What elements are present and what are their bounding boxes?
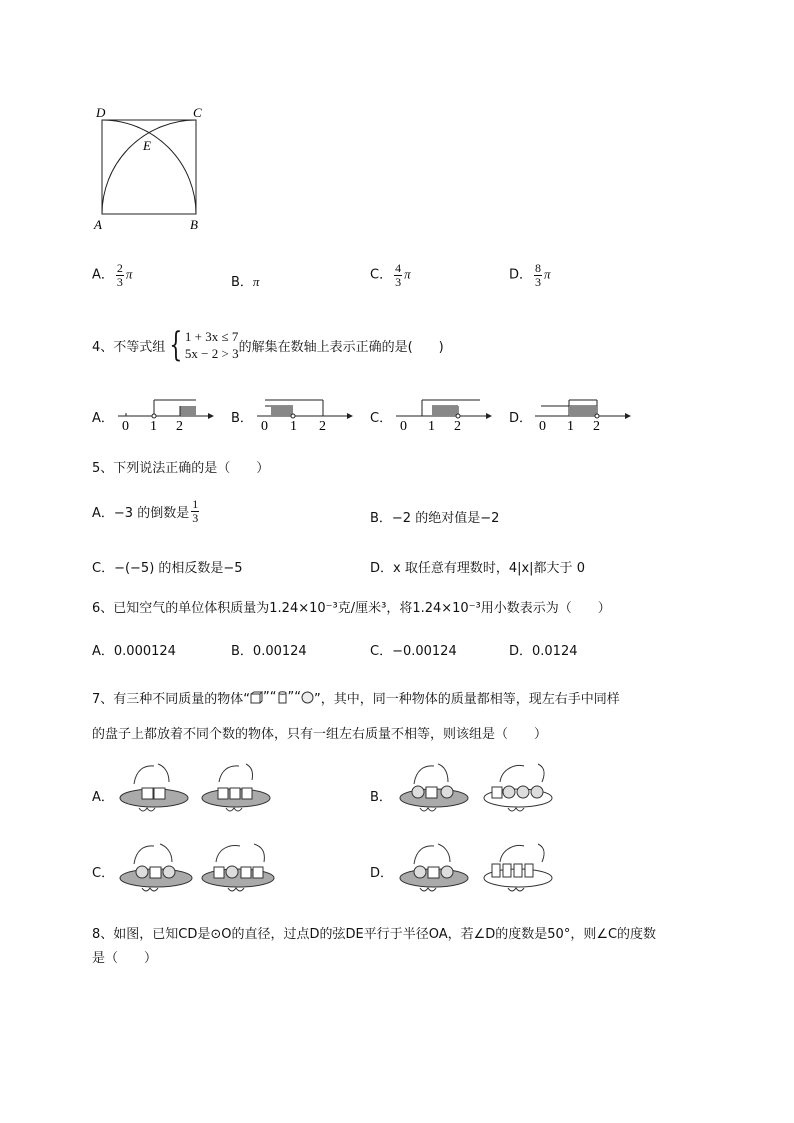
q5-option-c[interactable]: C．−(−5) 的相反数是−5 bbox=[92, 561, 243, 576]
q8-stem-line1: 8、如图，已知CD是⊙O的直径，过点D的弦DE平行于半径OA，若∠D的度数是50°，则∠C的度数 bbox=[92, 927, 657, 942]
q6-option-d[interactable]: D．0.0124 bbox=[509, 644, 578, 659]
q3-option-a[interactable]: A． $\frac{2}{3}$ π bbox=[92, 261, 133, 289]
q5-option-d[interactable]: D．x 取任意有理数时，4|x|都大于 0 bbox=[370, 561, 585, 576]
cube-icon bbox=[250, 691, 263, 704]
q7-option-b[interactable]: B． bbox=[370, 760, 570, 820]
q5-option-b[interactable]: B．−2 的绝对值是−2 bbox=[370, 511, 500, 526]
tick-0: 0 bbox=[261, 419, 268, 434]
tick-0: 0 bbox=[539, 419, 546, 434]
tick-1: 1 bbox=[567, 419, 574, 434]
q6-option-c[interactable]: C．−0.00124 bbox=[370, 644, 457, 659]
tick-2: 2 bbox=[319, 419, 326, 434]
tick-1: 1 bbox=[150, 419, 157, 434]
label-d: D bbox=[96, 105, 106, 120]
tick-2: 2 bbox=[593, 419, 600, 434]
plates-picture bbox=[114, 760, 284, 820]
q8-stem-line2: 是（ ） bbox=[92, 951, 158, 966]
q7-option-d[interactable]: D． bbox=[370, 840, 570, 900]
tick-1: 1 bbox=[290, 419, 297, 434]
tick-0: 0 bbox=[400, 419, 407, 434]
tick-1: 1 bbox=[428, 419, 435, 434]
q7-option-c[interactable]: C． bbox=[92, 840, 292, 900]
sphere-icon bbox=[301, 691, 314, 704]
q3-option-d[interactable]: D． $\frac{8}{3}$ π bbox=[509, 261, 551, 289]
label-a: A bbox=[94, 217, 102, 232]
cylinder-icon bbox=[277, 691, 288, 704]
q6-stem: 6、已知空气的单位体积质量为1.24×10⁻³克/厘米³，将1.24×10⁻³用小数表示为（ ） bbox=[92, 601, 611, 616]
q7-option-a[interactable]: A． bbox=[92, 760, 292, 820]
inequality-system: { 1 + 3x ≤ 7 5x − 2 > 3 bbox=[169, 325, 239, 365]
q6-option-b[interactable]: B．0.00124 bbox=[231, 644, 307, 659]
q6-option-a[interactable]: A．0.000124 bbox=[92, 644, 176, 659]
label-c: C bbox=[193, 105, 202, 120]
q7-stem-line2: 的盘子上都放着不同个数的物体，只有一组左右质量不相等，则该组是（ ） bbox=[92, 727, 548, 742]
q5-option-a[interactable]: A．−3 的倒数是 $\frac{1}{3}$ bbox=[92, 497, 199, 525]
square-figure bbox=[90, 102, 220, 234]
q3-option-c[interactable]: C． $\frac{4}{3}$ π bbox=[370, 261, 411, 289]
tick-2: 2 bbox=[454, 419, 461, 434]
label-e: E bbox=[143, 138, 151, 153]
tick-0: 0 bbox=[122, 419, 129, 434]
tick-2: 2 bbox=[176, 419, 183, 434]
q3-option-b[interactable]: B．π bbox=[231, 274, 260, 290]
q7-stem-line1: 7、有三种不同质量的物体“ ”“ ”“ ”，其中，同一种物体的质量都相等，现左右手中同样 bbox=[92, 690, 620, 707]
q4-stem: 4、不等式组 { 1 + 3x ≤ 7 5x − 2 > 3 的解集在数轴上表示正确的是( ) bbox=[92, 325, 444, 365]
label-b: B bbox=[190, 217, 198, 232]
q5-stem: 5、下列说法正确的是（ ） bbox=[92, 461, 270, 476]
